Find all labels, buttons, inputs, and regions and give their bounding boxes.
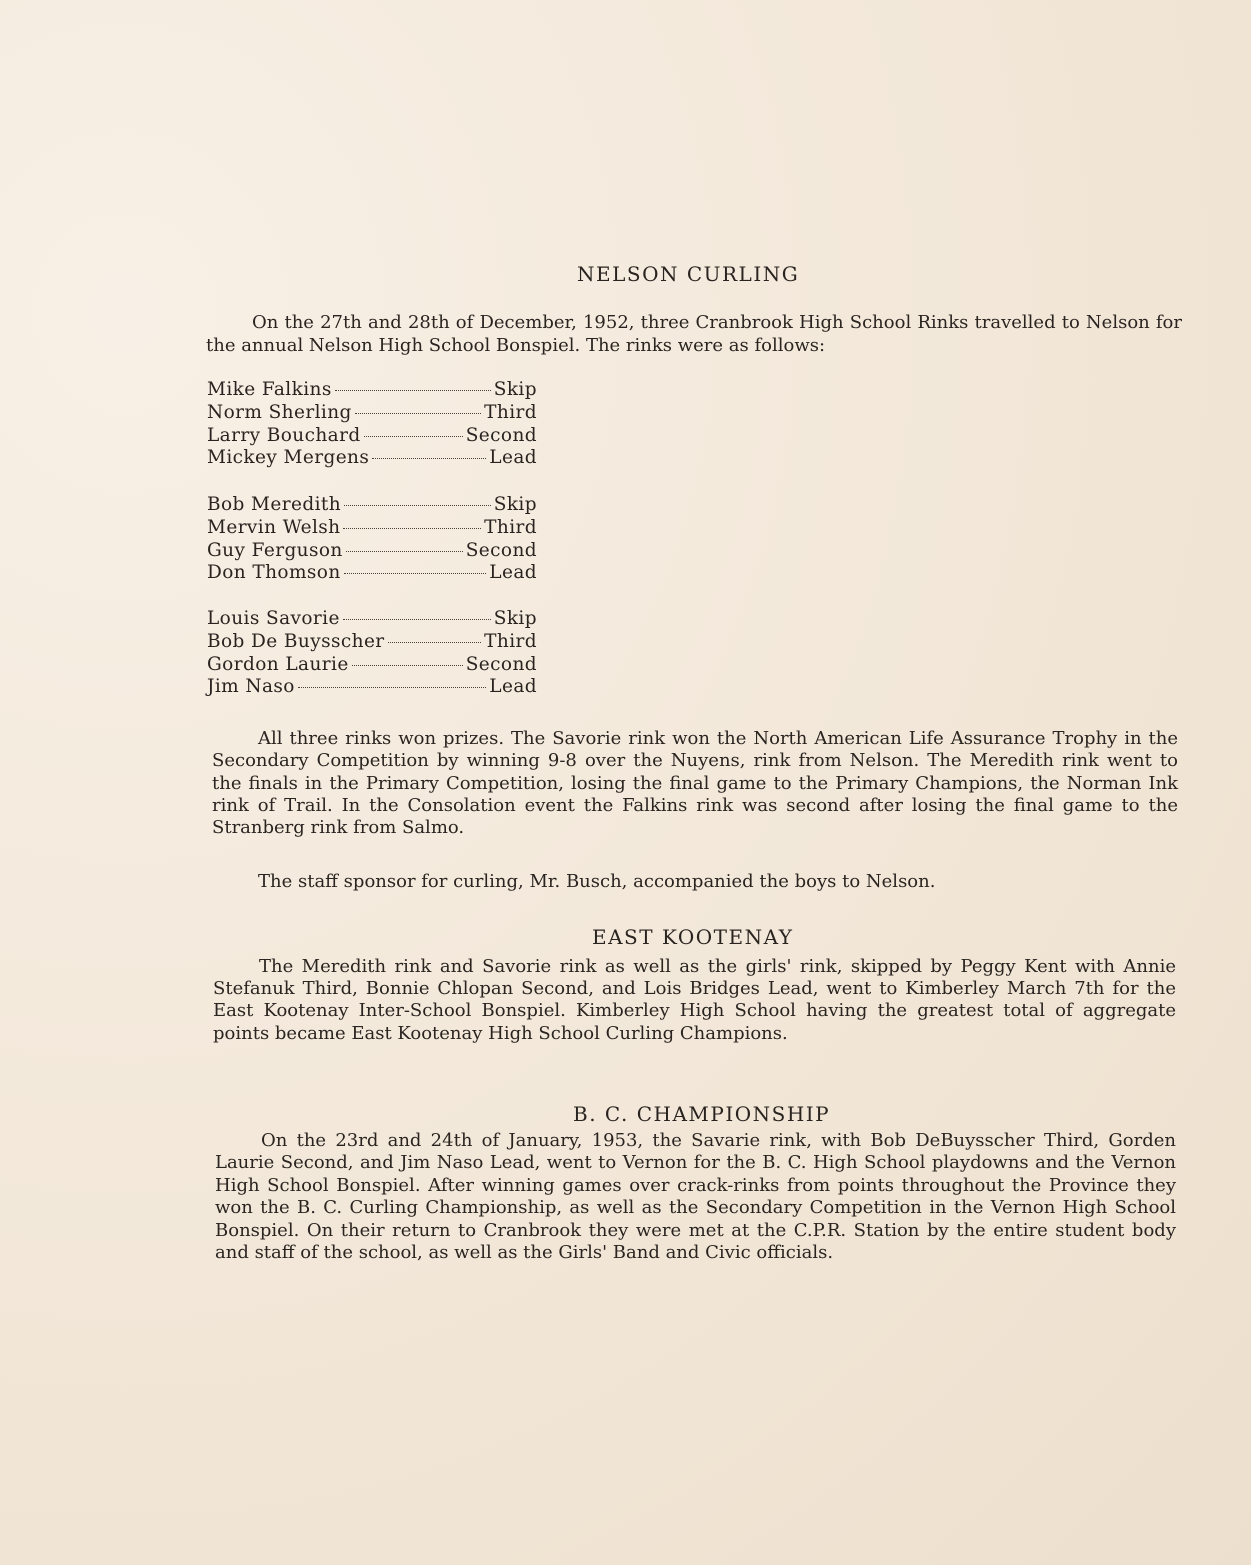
rink-member-row <box>207 562 537 585</box>
rink-member-row <box>207 402 537 425</box>
member-name: Mickey Mergens <box>207 447 370 469</box>
east-kootenay-heading: EAST KOOTENAY <box>592 925 794 949</box>
leader-dots <box>346 551 463 552</box>
bc-championship-heading: B. C. CHAMPIONSHIP <box>573 1102 831 1126</box>
east-kootenay-text: The Meredith rink and Savorie rink as well as the girls' rink, skipped by Peggy Kent with Annie Stefanuk Third, Bonnie Chlopan Second, and Lois Bridges Lead, went to Kimberley March 7th for the East Kootenay Inter-School Bonspiel. Kimberley High School having the greatest total of aggregate points became East Kootenay High School Curling Champions. <box>213 956 1176 1044</box>
nelson-intro-paragraph <box>206 312 1182 357</box>
rink-member-row <box>207 447 537 470</box>
member-position: Third <box>484 401 537 423</box>
member-position: Lead <box>489 562 537 584</box>
member-name: Jim Naso <box>207 676 295 698</box>
leader-dots <box>364 436 463 437</box>
member-name: Don Thomson <box>207 562 341 584</box>
leader-dots <box>298 687 486 688</box>
rink-meredith <box>207 494 537 585</box>
rink-member-row <box>207 676 537 699</box>
rink-falkins <box>207 379 537 470</box>
rink-member-row <box>207 654 537 677</box>
bc-championship-text: On the 23rd and 24th of January, 1953, the Savarie rink, with Bob DeBuysscher Third, Gorden Laurie Second, and Jim Naso Lead, went to Vernon for the B. C. High School playdowns and the Vernon High School Bonspiel. After winning games over crack-rinks from points throughout the Province they won the B. C. Curling Championship, as well as the Secondary Competition in the Vernon High School Bonspiel. On their return to Cranbrook they were met at the C.P.R. Station by the entire student body and staff of the school, as well as the Girls' Band and Civic officials. <box>215 1130 1176 1264</box>
nelson-results-paragraph <box>212 728 1178 839</box>
nelson-sponsor-paragraph <box>212 871 1178 894</box>
leader-dots <box>352 665 463 666</box>
member-name: Larry Bouchard <box>207 424 361 446</box>
nelson-intro-text: On the 27th and 28th of December, 1952, three Cranbrook High School Rinks travelled to Nelson for the annual Nelson High School Bonspiel. The rinks were as follows: <box>206 312 1182 356</box>
nelson-curling-heading: NELSON CURLING <box>577 262 800 286</box>
member-name: Gordon Laurie <box>207 653 349 675</box>
member-position: Second <box>465 539 537 561</box>
member-position: Skip <box>493 608 537 629</box>
member-position: Lead <box>489 447 537 469</box>
member-name: Louis Savorie <box>207 608 340 629</box>
rink-savorie <box>207 608 537 699</box>
rink-member-row <box>207 425 537 448</box>
leader-dots <box>343 619 491 620</box>
member-position: Skip <box>493 494 537 515</box>
rink-member-row <box>207 540 537 563</box>
leader-dots <box>343 528 481 529</box>
member-position: Third <box>484 630 537 652</box>
rink-member-row <box>207 379 537 402</box>
member-position: Second <box>465 653 537 675</box>
leader-dots <box>344 573 487 574</box>
rink-member-row <box>207 631 537 654</box>
member-name: Mike Falkins <box>207 379 332 400</box>
leader-dots <box>372 458 486 459</box>
nelson-sponsor-text: The staff sponsor for curling, Mr. Busch, accompanied the boys to Nelson. <box>258 871 936 892</box>
east-kootenay-paragraph <box>213 956 1176 1045</box>
rink-member-row <box>207 608 537 631</box>
leader-dots <box>355 413 481 414</box>
member-position: Lead <box>489 676 537 698</box>
bc-championship-paragraph <box>215 1130 1176 1264</box>
member-position: Second <box>465 424 537 446</box>
rink-member-row <box>207 517 537 540</box>
nelson-results-text: All three rinks won prizes. The Savorie rink won the North American Life Assurance Trophy in the Secondary Competition by winning 9-8 over the Nuyens, rink from Nelson. The Meredith rink went to the finals in the Primary Competition, losing the final game to the Primary Champions, the Norman Ink rink of Trail. In the Consolation event the Falkins rink was second after losing the final game to the Stranberg rink from Salmo. <box>212 728 1178 839</box>
member-name: Bob Meredith <box>207 494 342 515</box>
member-name: Guy Ferguson <box>207 539 343 561</box>
leader-dots <box>344 505 491 506</box>
member-position: Skip <box>493 379 537 400</box>
member-position: Third <box>484 516 537 538</box>
leader-dots <box>388 642 482 643</box>
rink-member-row <box>207 494 537 517</box>
member-name: Norm Sherling <box>207 401 352 423</box>
leader-dots <box>335 390 491 391</box>
member-name: Bob De Buysscher <box>207 630 385 652</box>
member-name: Mervin Welsh <box>207 516 341 538</box>
